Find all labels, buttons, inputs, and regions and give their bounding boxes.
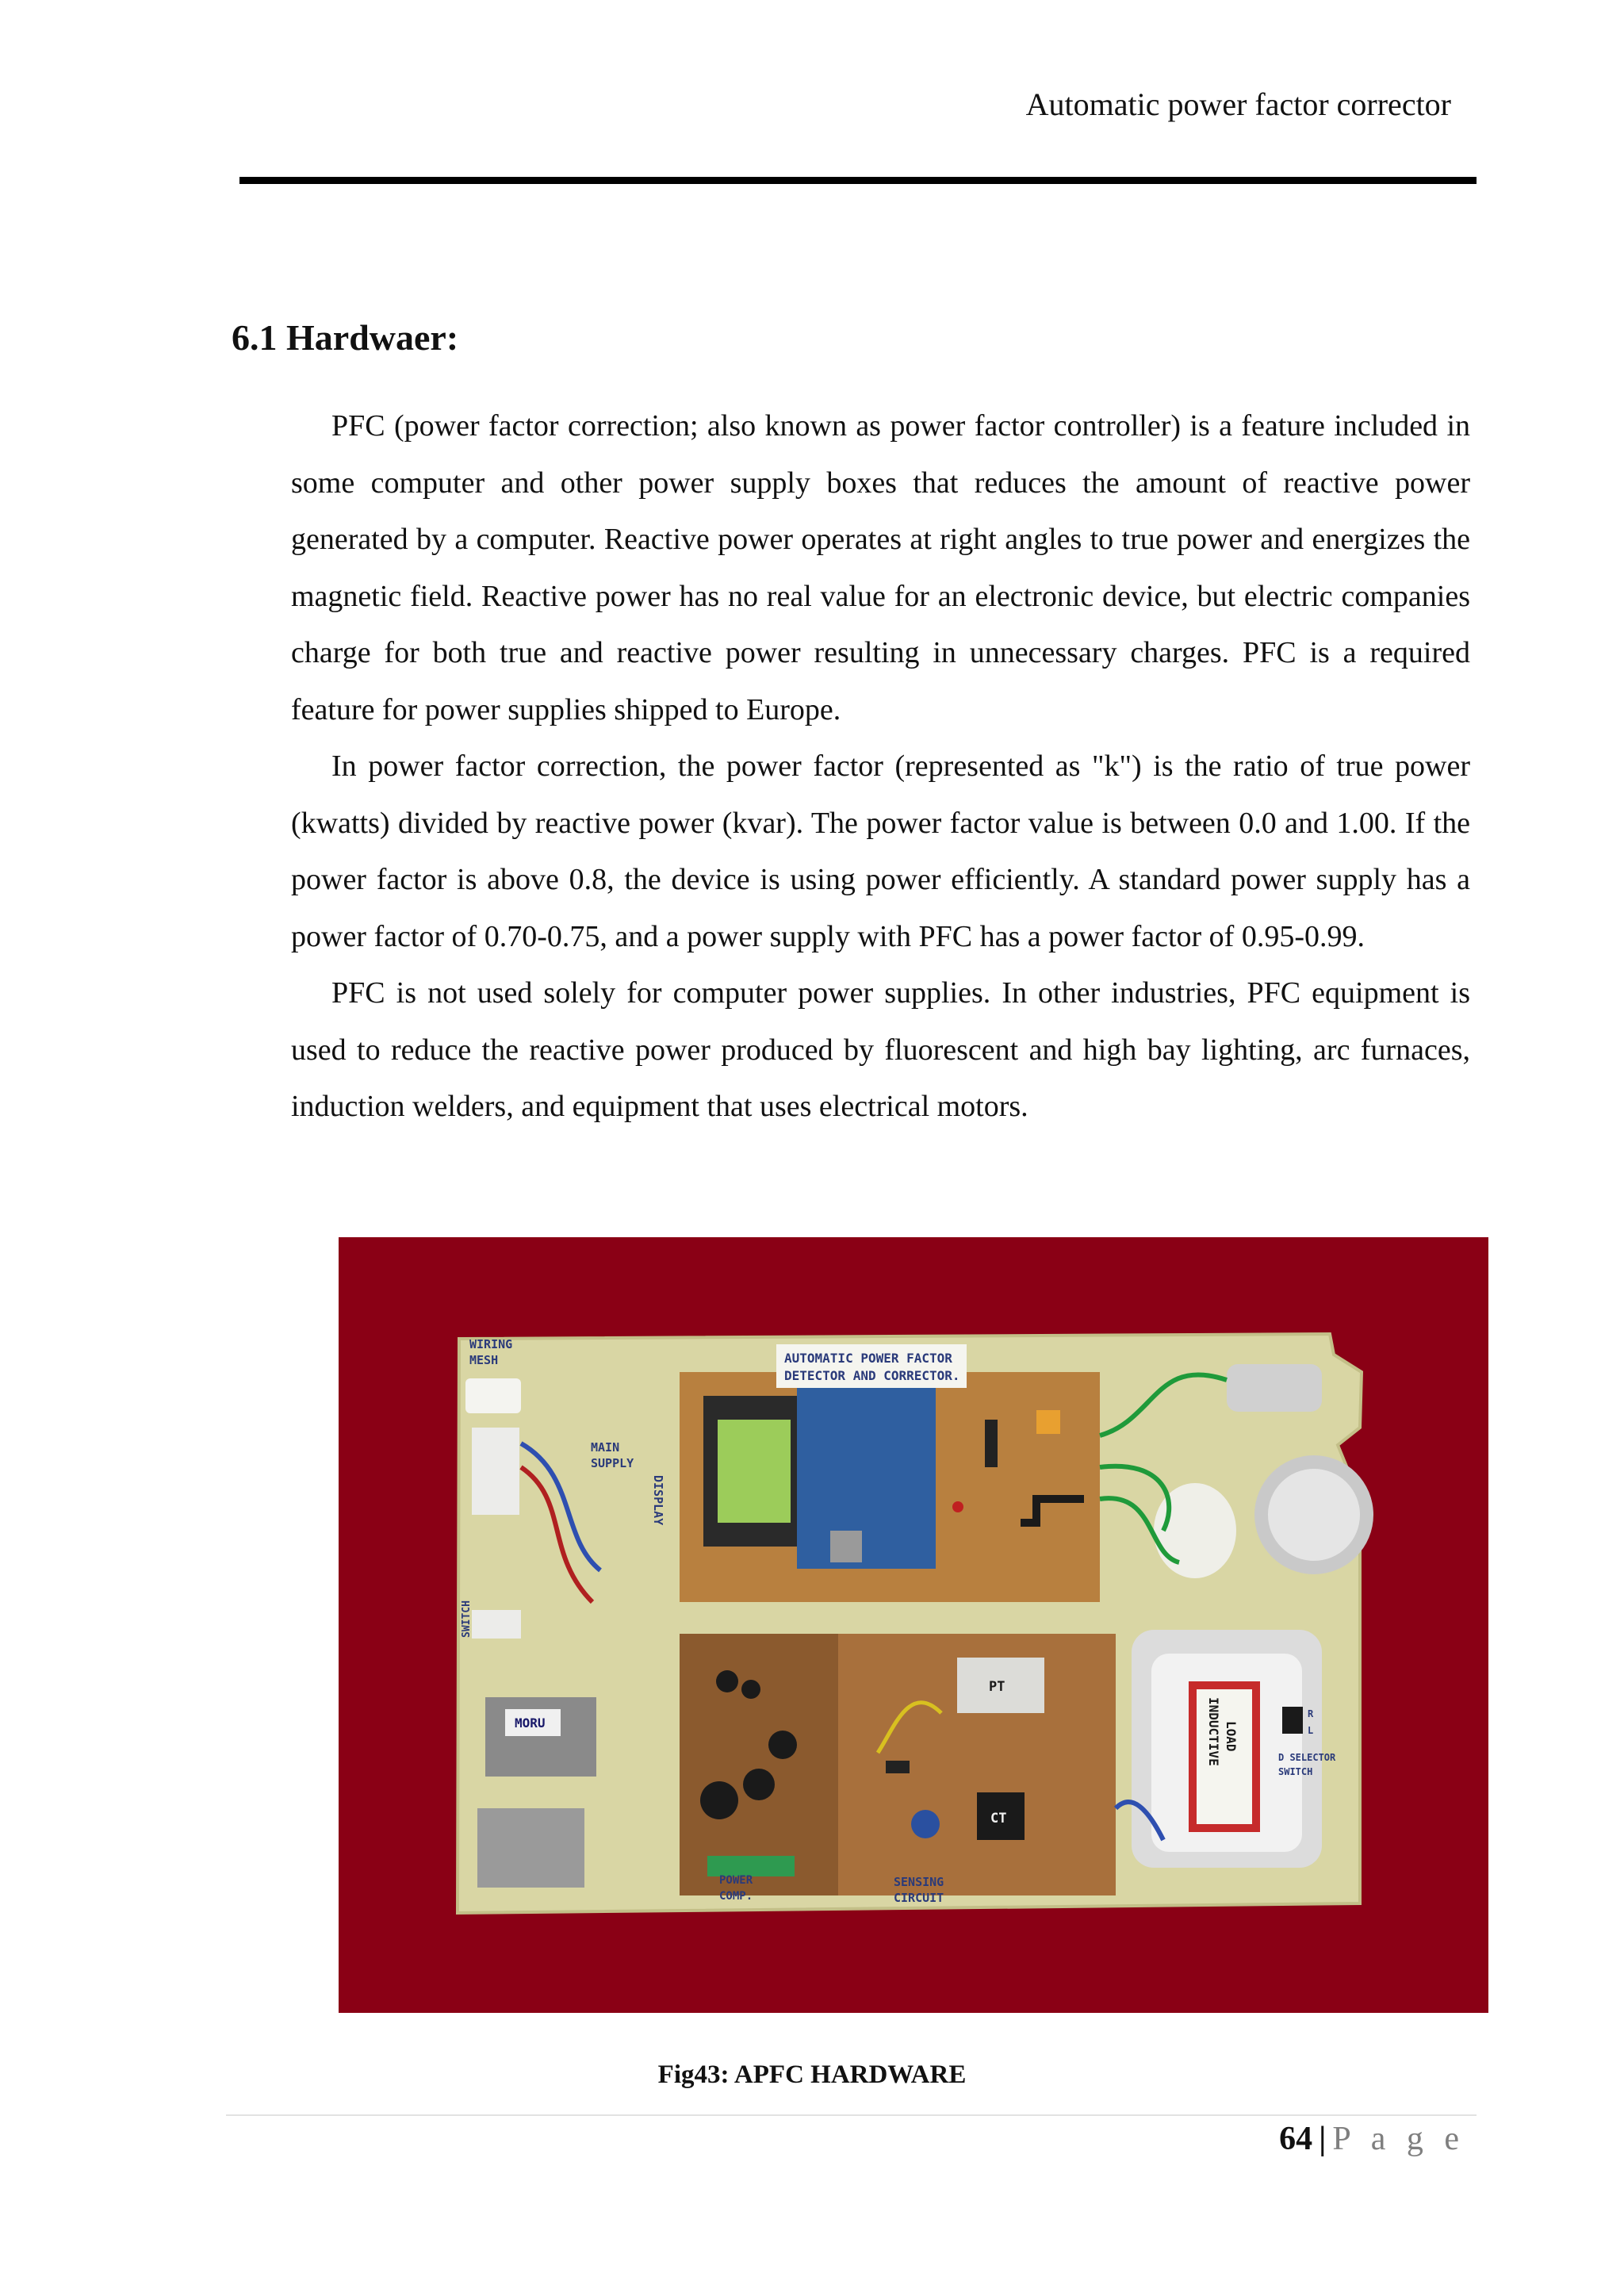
board-label-sensing-1: SENSING	[894, 1875, 944, 1889]
board-label-wiring-2: MESH	[469, 1353, 499, 1367]
body-text	[291, 398, 1470, 1136]
board-label-sensing-2: CIRCUIT	[894, 1891, 944, 1905]
board-label-title-1: AUTOMATIC POWER FACTOR	[784, 1351, 952, 1366]
board-label-pt: PT	[989, 1679, 1005, 1695]
board-label-power-1: POWER	[719, 1874, 753, 1887]
paragraph-power-factor: In power factor correction, the power factor (represented as "k") is the ratio of true power (kwatts) divided by reactive power (kvar). The power factor value is between 0.0 and 1.00. If the power factor is above 0.8, the device is using power efficiently. A standard power supply has a power factor of 0.70-0.75, and a power supply with PFC has a power factor of 0.95-0.99.	[291, 749, 1470, 953]
hardware-photo-illustration	[339, 1237, 1488, 2013]
board-label-l: L	[1308, 1725, 1314, 1736]
figure-caption: Fig43: APFC HARDWARE	[657, 2060, 967, 2089]
figure-apfc-hardware-photo	[339, 1237, 1488, 2013]
board-label-inductive-1: INDUCTIVE	[1206, 1697, 1221, 1766]
running-header: Automatic power factor corrector	[1025, 86, 1451, 122]
board-label-wiring-1: WIRING	[469, 1337, 513, 1351]
paragraph-pfc-definition: PFC (power factor correction; also known as power factor controller) is a feature included in some computer and other power supply boxes that reduces the amount of reactive power generated by a computer. Reactive power operates at right angles to true power and energizes the magnetic field. Reactive power has no real value for an electronic device, but electric companies charge for both true and reactive power resulting in unnecessary charges. PFC is a required feature for power supplies shipped to Europe.	[291, 409, 1470, 726]
board-label-selector-1: D SELECTOR	[1278, 1752, 1336, 1763]
footer-rule	[226, 2114, 1477, 2116]
board-label-title-2: DETECTOR AND CORRECTOR.	[784, 1368, 960, 1383]
header-rule	[239, 177, 1477, 184]
board-label-inductive-2: LOAD	[1224, 1721, 1239, 1752]
paragraph-pfc-industries: PFC is not used solely for computer power supplies. In other industries, PFC equipment is used to reduce the reactive power produced by fluorescent and high bay lighting, arc furnaces, induction welders, and equipment that uses electrical motors.	[291, 976, 1470, 1123]
page-number: 64	[1279, 2121, 1313, 2157]
page-word: P a g e	[1332, 2121, 1465, 2157]
page-separator: |	[1319, 2121, 1327, 2157]
board-label-switch-left: SWITCH	[461, 1600, 473, 1638]
board-label-transformer: MORU	[515, 1715, 546, 1731]
board-label-main-2: SUPPLY	[591, 1456, 634, 1470]
board-label-power-2: COMP.	[719, 1890, 753, 1903]
board-label-selector-2: SWITCH	[1278, 1766, 1313, 1777]
section-heading: 6.1 Hardwaer:	[232, 317, 459, 358]
board-label-display: DISPLAY	[651, 1475, 665, 1526]
page-footer	[1279, 2119, 1465, 2159]
board-label-main-1: MAIN	[591, 1440, 620, 1455]
board-label-r: R	[1308, 1708, 1314, 1719]
board-label-ct: CT	[990, 1811, 1007, 1826]
